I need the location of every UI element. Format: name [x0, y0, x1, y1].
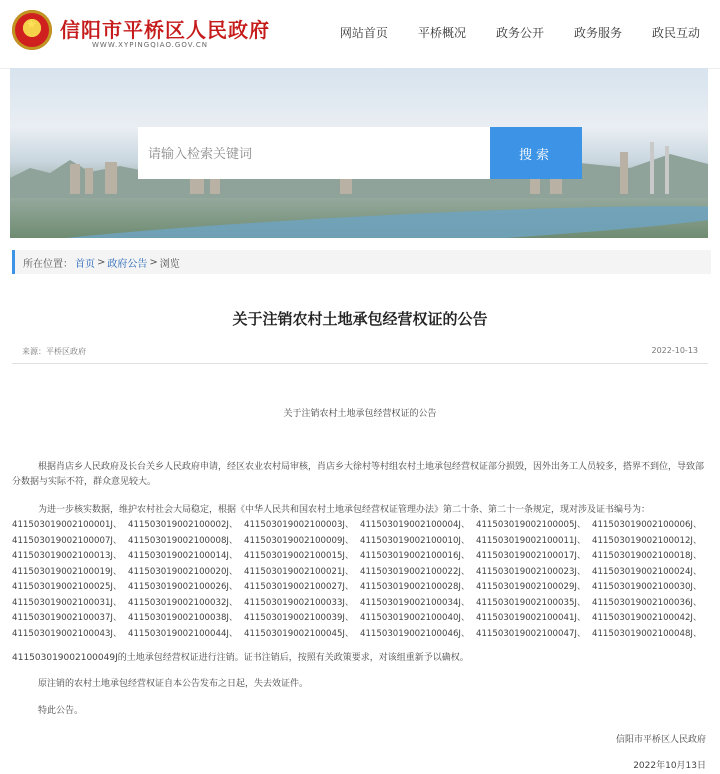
certificate-code: 411503019002100011J、 — [476, 535, 586, 546]
breadcrumb-prefix: 所在位置： — [23, 258, 73, 270]
certificate-code: 411503019002100005J、 — [476, 520, 586, 530]
certificate-code: 411503019002100023J、 — [476, 566, 586, 577]
certificate-code: 411503019002100047J、 — [476, 628, 586, 639]
certificate-code: 411503019002100042J、 — [592, 613, 702, 623]
certificate-code: 411503019002100046J、 — [360, 628, 470, 639]
code-row — [12, 627, 716, 643]
search-input[interactable] — [138, 127, 490, 181]
certificate-code: 411503019002100036J、 — [592, 597, 702, 608]
certificate-code: 411503019002100010J、 — [360, 535, 470, 546]
divider — [12, 363, 708, 364]
river — [10, 196, 708, 238]
certificate-code: 411503019002100001J、 — [12, 520, 122, 530]
paragraph-cancellation: 411503019002100049J的土地承包经营权证进行注销。证书注销后，按照有关政策要求，对该组重新予以确权。 — [12, 653, 469, 663]
certificate-code: 411503019002100020J、 — [128, 566, 238, 577]
code-row — [12, 518, 716, 534]
certificate-code: 411503019002100025J、 — [12, 582, 122, 592]
certificate-code: 411503019002100006J、 — [592, 520, 702, 530]
certificate-code: 411503019002100030J、 — [592, 582, 702, 592]
national-emblem-icon: ★ — [12, 10, 52, 50]
certificate-code: 411503019002100031J、 — [12, 597, 122, 608]
certificate-code: 411503019002100037J、 — [12, 613, 122, 623]
article-title: 关于注销农村土地承包经营权证的公告 — [232, 310, 488, 328]
certificate-code: 411503019002100013J、 — [12, 551, 122, 561]
article-source: 来源：平桥区政府 — [22, 347, 86, 356]
breadcrumb-current: 浏览 — [159, 258, 180, 270]
paragraph-basis: 为进一步核实数据，维护农村社会大局稳定，根据《中华人民共和国农村土地承包经营权证管理办法》第二十条、第二十一条规定，现对涉及证书编号为： — [38, 505, 651, 515]
code-row — [12, 565, 716, 581]
certificate-code: 411503019002100012J、 — [592, 535, 702, 546]
paragraph-closing: 特此公告。 — [38, 706, 84, 716]
code-row — [12, 534, 716, 550]
document-title: 关于注销农村土地承包经营权证的公告 — [283, 409, 437, 419]
certificate-code: 411503019002100007J、 — [12, 535, 122, 546]
paragraph-background: 根据肖店乡人民政府及长台关乡人民政府申请，经区农业农村局审核，肖店乡大徐村等村组农村土地承包经营权证部分损毁，因外出务工人员较多，搭界不到位，导致部分数据与实际不符，群众意见较大。 — [12, 462, 705, 487]
breadcrumb — [12, 250, 711, 274]
signature-organization: 信阳市平桥区人民政府 — [615, 735, 706, 745]
breadcrumb-gov-notice[interactable]: 政府公告 — [107, 258, 148, 270]
nav-overview[interactable]: 平桥概况 — [417, 26, 466, 40]
nav-interaction[interactable]: 政民互动 — [651, 26, 700, 40]
certificate-code: 411503019002100016J、 — [360, 551, 470, 561]
certificate-code: 411503019002100014J、 — [128, 551, 238, 561]
certificate-code: 411503019002100027J、 — [244, 582, 354, 592]
certificate-code: 411503019002100038J、 — [128, 613, 238, 623]
certificate-code: 411503019002100003J、 — [244, 520, 354, 530]
certificate-code: 411503019002100022J、 — [360, 566, 470, 577]
certificate-code-list — [12, 518, 716, 642]
code-row — [12, 580, 716, 596]
certificate-code: 411503019002100026J、 — [128, 582, 238, 592]
article-meta — [22, 346, 698, 360]
certificate-code: 411503019002100039J、 — [244, 613, 354, 623]
certificate-code: 411503019002100048J、 — [592, 628, 702, 639]
search-button[interactable]: 搜索 — [490, 127, 582, 179]
certificate-code: 411503019002100017J、 — [476, 551, 586, 561]
certificate-code: 411503019002100045J、 — [244, 628, 354, 639]
signature-date: 2022年10月13日 — [633, 761, 706, 771]
certificate-code: 411503019002100043J、 — [12, 628, 122, 639]
certificate-code: 411503019002100040J、 — [360, 613, 470, 623]
certificate-code: 411503019002100004J、 — [360, 520, 470, 530]
breadcrumb-separator: > — [97, 256, 106, 268]
certificate-code: 411503019002100029J、 — [476, 582, 586, 592]
certificate-code: 411503019002100033J、 — [244, 597, 354, 608]
main-nav — [340, 24, 700, 41]
paragraph-invalidation: 原注销的农村土地承包经营权证自本公告发布之日起，失去效证件。 — [38, 679, 309, 689]
site-title[interactable]: 信阳市平桥区人民政府 — [60, 18, 270, 42]
certificate-code: 411503019002100028J、 — [360, 582, 470, 592]
certificate-code: 411503019002100035J、 — [476, 597, 586, 608]
search-box — [138, 127, 490, 179]
nav-home[interactable]: 网站首页 — [339, 26, 388, 40]
breadcrumb-home[interactable]: 首页 — [75, 258, 95, 270]
nav-services[interactable]: 政务服务 — [573, 26, 622, 40]
certificate-code: 411503019002100044J、 — [128, 628, 238, 639]
code-row — [12, 596, 716, 612]
certificate-code: 411503019002100034J、 — [360, 597, 470, 608]
certificate-code: 411503019002100015J、 — [244, 551, 354, 561]
article-date: 2022-10-13 — [651, 346, 698, 355]
certificate-code: 411503019002100041J、 — [476, 613, 586, 623]
certificate-code: 411503019002100032J、 — [128, 597, 238, 608]
site-url: WWW.XYPINGQIAO.GOV.CN — [92, 41, 208, 49]
certificate-code: 411503019002100024J、 — [592, 566, 702, 577]
certificate-code: 411503019002100002J、 — [128, 520, 238, 530]
breadcrumb-separator: > — [149, 256, 158, 268]
certificate-code: 411503019002100019J、 — [12, 566, 122, 577]
code-row — [12, 549, 716, 565]
certificate-code: 411503019002100008J、 — [128, 535, 238, 546]
certificate-code: 411503019002100018J、 — [592, 551, 702, 561]
certificate-code: 411503019002100021J、 — [244, 566, 354, 577]
nav-gov-affairs[interactable]: 政务公开 — [495, 26, 544, 40]
code-row — [12, 611, 716, 627]
site-header — [0, 0, 720, 69]
certificate-code: 411503019002100009J、 — [244, 535, 354, 546]
